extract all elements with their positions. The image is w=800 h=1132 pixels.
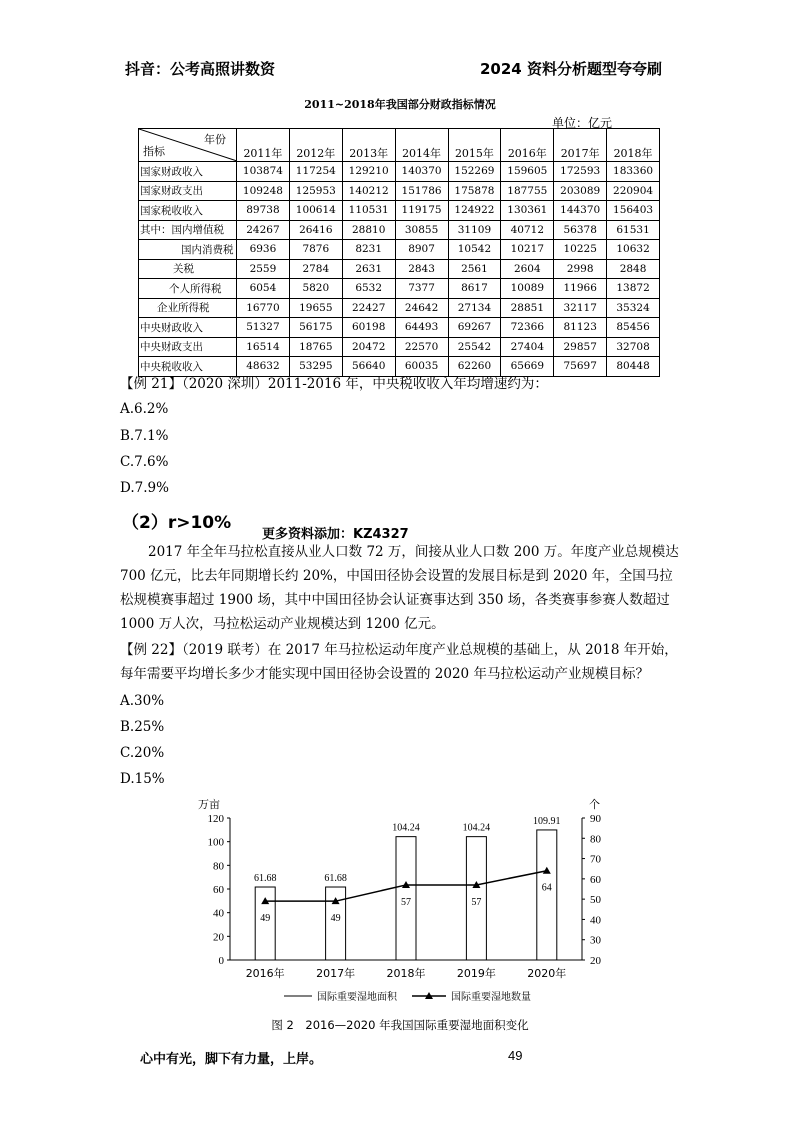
- table-cell: 32708: [607, 337, 660, 357]
- x-category-label: 2020年: [527, 967, 567, 980]
- right-tick-label: 70: [590, 853, 601, 866]
- table-cell: 220904: [607, 181, 660, 201]
- table-header-row: [139, 129, 660, 162]
- line-value-label: 49: [330, 913, 341, 925]
- table-cell: 56640: [342, 357, 395, 377]
- table-cell: 30855: [395, 220, 448, 240]
- table-cell: 8617: [448, 279, 501, 299]
- table-cell: 29857: [554, 337, 607, 357]
- table-row: [139, 220, 660, 240]
- table-row: [139, 318, 660, 338]
- left-axis-unit: 万亩: [198, 798, 220, 811]
- table-cell: 75697: [554, 357, 607, 377]
- table-cell: 81123: [554, 318, 607, 338]
- table-cell: 10225: [554, 240, 607, 260]
- table-cell: 125953: [289, 181, 342, 201]
- left-tick-label: 120: [207, 813, 224, 825]
- row-label: 关税: [139, 259, 237, 279]
- table-cell: 183360: [607, 162, 660, 182]
- table-cell: 2848: [607, 259, 660, 279]
- year-header: 2011年: [237, 129, 290, 162]
- table-cell: 10542: [448, 240, 501, 260]
- line-value-label: 49: [260, 913, 271, 925]
- row-label: 中央税收收入: [139, 357, 237, 377]
- table-cell: 51327: [237, 318, 290, 338]
- example21-option-d: D.7.9%: [120, 480, 169, 496]
- row-label: 国家财政收入: [139, 162, 237, 182]
- left-tick-label: 0: [218, 955, 224, 967]
- table-cell: 11966: [554, 279, 607, 299]
- table-cell: 40712: [501, 220, 554, 240]
- table-cell: 2631: [342, 259, 395, 279]
- watermark-text: 更多资料添加：KZ4327: [262, 527, 409, 542]
- example21-option-b: B.7.1%: [120, 428, 169, 444]
- line-value-label: 57: [471, 896, 482, 908]
- table-title: 2011~2018年我国部分财政指标情况: [304, 98, 496, 111]
- table-cell: 32117: [554, 298, 607, 318]
- footer-slogan: 心中有光，脚下有力量，上岸。: [140, 1052, 323, 1067]
- table-cell: 6532: [342, 279, 395, 299]
- year-header: 2013年: [342, 129, 395, 162]
- table-cell: 109248: [237, 181, 290, 201]
- legend-label-area: 国际重要湿地面积: [317, 992, 397, 1003]
- table-cell: 62260: [448, 357, 501, 377]
- x-category-label: 2019年: [456, 967, 496, 980]
- row-label: 国家财政支出: [139, 181, 237, 201]
- table-cell: 10217: [501, 240, 554, 260]
- example22-option-d: D.15%: [120, 771, 165, 787]
- right-tick-label: 80: [590, 833, 601, 846]
- right-tick-label: 50: [590, 894, 601, 907]
- table-cell: 2998: [554, 259, 607, 279]
- table-cell: 27134: [448, 298, 501, 318]
- header-left-title: 抖音：公考高照讲数资: [125, 60, 276, 78]
- table-cell: 24642: [395, 298, 448, 318]
- table-unit: 单位：亿元: [552, 116, 613, 130]
- table-cell: 119175: [395, 201, 448, 221]
- right-tick-label: 20: [590, 955, 601, 967]
- right-tick-label: 60: [590, 873, 601, 886]
- row-label: 企业所得税: [139, 298, 237, 318]
- table-cell: 22570: [395, 337, 448, 357]
- line-value-label: 64: [541, 882, 552, 894]
- table-cell: 129210: [342, 162, 395, 182]
- table-cell: 8231: [342, 240, 395, 260]
- table-cell: 6054: [237, 279, 290, 299]
- right-axis-unit: 个: [589, 798, 600, 811]
- table-cell: 28851: [501, 298, 554, 318]
- bar-value-label: 104.24: [392, 822, 420, 834]
- table-cell: 151786: [395, 181, 448, 201]
- table-cell: 172593: [554, 162, 607, 182]
- year-header: 2015年: [448, 129, 501, 162]
- table-cell: 80448: [607, 357, 660, 377]
- table-cell: 110531: [342, 201, 395, 221]
- row-label: 个人所得税: [139, 279, 237, 299]
- table-cell: 2843: [395, 259, 448, 279]
- table-cell: 25542: [448, 337, 501, 357]
- table-cell: 8907: [395, 240, 448, 260]
- fiscal-indicator-table: [138, 128, 660, 377]
- table-cell: 26416: [289, 220, 342, 240]
- table-cell: 124922: [448, 201, 501, 221]
- table-cell: 60035: [395, 357, 448, 377]
- legend-label-count: 国际重要湿地数量: [451, 992, 531, 1003]
- table-cell: 69267: [448, 318, 501, 338]
- table-cell: 56378: [554, 220, 607, 240]
- left-tick-label: 100: [207, 836, 224, 849]
- left-tick-label: 40: [213, 907, 224, 920]
- corner-year-label: 年份: [204, 133, 226, 146]
- table-cell: 187755: [501, 181, 554, 201]
- right-tick-label: 40: [590, 914, 601, 927]
- table-cell: 27404: [501, 337, 554, 357]
- table-row: [139, 337, 660, 357]
- table-cell: 7377: [395, 279, 448, 299]
- left-tick-label: 20: [213, 931, 224, 944]
- row-label: 国家税收收入: [139, 201, 237, 221]
- bar-value-label: 61.68: [324, 873, 347, 885]
- table-cell: 60198: [342, 318, 395, 338]
- table-cell: 6936: [237, 240, 290, 260]
- table-cell: 22427: [342, 298, 395, 318]
- year-header: 2014年: [395, 129, 448, 162]
- header-right-title: 2024 资料分析题型夸夸刷: [480, 60, 662, 78]
- table-cell: 140212: [342, 181, 395, 201]
- example21-option-a: A.6.2%: [120, 401, 169, 417]
- table-row: [139, 201, 660, 221]
- x-category-label: 2017年: [316, 967, 356, 980]
- table-cell: 100614: [289, 201, 342, 221]
- table-cell: 130361: [501, 201, 554, 221]
- table-cell: 117254: [289, 162, 342, 182]
- table-cell: 152269: [448, 162, 501, 182]
- table-cell: 31109: [448, 220, 501, 240]
- year-header: 2017年: [554, 129, 607, 162]
- table-cell: 144370: [554, 201, 607, 221]
- bar-value-label: 109.91: [533, 815, 561, 827]
- table-row: [139, 162, 660, 182]
- table-cell: 56175: [289, 318, 342, 338]
- table-cell: 203089: [554, 181, 607, 201]
- table-cell: 61531: [607, 220, 660, 240]
- wetland-chart: [190, 790, 630, 1018]
- table-cell: 65669: [501, 357, 554, 377]
- table-cell: 35324: [607, 298, 660, 318]
- x-category-label: 2018年: [386, 967, 426, 980]
- row-label: 中央财政收入: [139, 318, 237, 338]
- table-cell: 2561: [448, 259, 501, 279]
- table-cell: 10089: [501, 279, 554, 299]
- table-body: [139, 162, 660, 377]
- example22-question: 【例 22】（2019 联考）在 2017 年马拉松运动年度产业总规模的基础上，从 2018 年开始，每年需要平均增长多少才能实现中国田径协会设置的 2020 年马拉松运动产业规模目标？: [120, 642, 678, 682]
- table-cell: 53295: [289, 357, 342, 377]
- table-cell: 28810: [342, 220, 395, 240]
- table-cell: 16770: [237, 298, 290, 318]
- left-tick-label: 60: [213, 884, 224, 896]
- bar-wetland-area: [537, 830, 557, 960]
- table-cell: 10632: [607, 240, 660, 260]
- x-category-label: 2016年: [245, 967, 285, 980]
- year-header: 2012年: [289, 129, 342, 162]
- table-cell: 2559: [237, 259, 290, 279]
- table-cell: 13872: [607, 279, 660, 299]
- bar-value-label: 61.68: [253, 873, 277, 885]
- table-cell: 159605: [501, 162, 554, 182]
- line-point-marker: [543, 867, 551, 874]
- example21-option-c: C.7.6%: [120, 454, 169, 470]
- table-row: [139, 298, 660, 318]
- row-label: 中央财政支出: [139, 337, 237, 357]
- table-cell: 140370: [395, 162, 448, 182]
- bar-value-label: 104.24: [462, 822, 491, 834]
- marathon-paragraph: 2017 年全年马拉松直接从业人口数 72 万，间接从业人口数 200 万。年度产业总规模达 700 亿元，比去年同期增长约 20%，中国田径协会设置的发展目标是到 2020 年，全国马拉松规模赛事超过 1900 场，其中中国田径协会认证赛事达到 350 场，各类赛事参赛人数超过 1000 万人次，马拉松运动产业规模达到 1200 亿元。: [120, 544, 679, 632]
- table-corner-cell: [139, 129, 237, 162]
- example22-option-a: A.30%: [120, 693, 165, 709]
- table-cell: 89738: [237, 201, 290, 221]
- table-cell: 175878: [448, 181, 501, 201]
- example21-question: 【例 21】（2020 深圳）2011-2016 年，中央税收收入年均增速约为：: [120, 376, 548, 392]
- year-header: 2018年: [607, 129, 660, 162]
- table-cell: 64493: [395, 318, 448, 338]
- left-tick-label: 80: [213, 860, 224, 873]
- row-label: 其中：国内增值税: [139, 220, 237, 240]
- right-tick-label: 90: [590, 813, 601, 825]
- year-header: 2016年: [501, 129, 554, 162]
- table-cell: 156403: [607, 201, 660, 221]
- table-cell: 5820: [289, 279, 342, 299]
- table-cell: 7876: [289, 240, 342, 260]
- row-label: 国内消费税: [139, 240, 237, 260]
- example22-option-b: B.25%: [120, 719, 165, 735]
- table-cell: 20472: [342, 337, 395, 357]
- line-value-label: 57: [401, 896, 411, 908]
- table-cell: 85456: [607, 318, 660, 338]
- table-cell: 19655: [289, 298, 342, 318]
- table-row: [139, 259, 660, 279]
- table-cell: 2784: [289, 259, 342, 279]
- right-tick-label: 30: [590, 934, 601, 947]
- table-cell: 24267: [237, 220, 290, 240]
- table-row: [139, 181, 660, 201]
- table-cell: 72366: [501, 318, 554, 338]
- section-heading: （2）r>10%: [122, 513, 232, 533]
- page-number: 49: [508, 1048, 523, 1063]
- table-cell: 2604: [501, 259, 554, 279]
- example22-option-c: C.20%: [120, 745, 165, 761]
- table-cell: 16514: [237, 337, 290, 357]
- table-cell: 103874: [237, 162, 290, 182]
- table-cell: 18765: [289, 337, 342, 357]
- table-row: [139, 240, 660, 260]
- table-cell: 48632: [237, 357, 290, 377]
- corner-indicator-label: 指标: [143, 145, 165, 158]
- chart-caption: 图 2 2016—2020 年我国国际重要湿地面积变化: [271, 1018, 529, 1032]
- table-row: [139, 279, 660, 299]
